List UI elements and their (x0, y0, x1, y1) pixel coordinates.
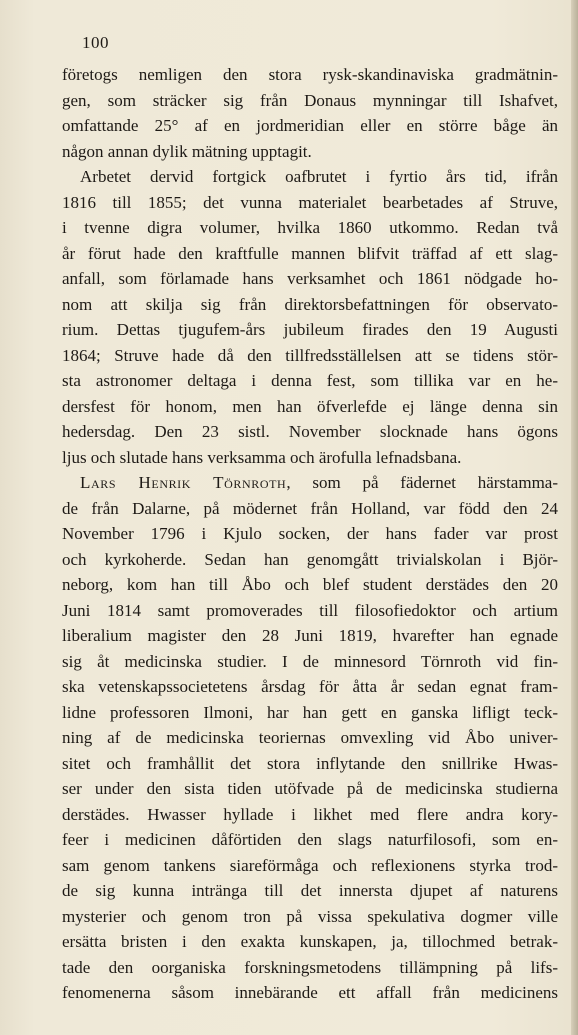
text-line: mysterier och genom tron på vissa spekulativa dogmer ville (62, 906, 558, 926)
text-line: år förut hade den kraftfulle mannen blifvit träffad af ett slag- (62, 243, 558, 263)
text-line: tade den oorganiska forskningsmetodens tillämpning på lifs- (62, 957, 558, 977)
text-line: November 1796 i Kjulo socken, der hans fader var prost (62, 524, 558, 543)
text-line: företogs nemligen den stora rysk-skandinaviska gradmätnin- (62, 65, 558, 84)
text-line: och kyrkoherde. Sedan han genomgått trivialskolan i Björ- (62, 549, 558, 569)
text-line: sam genom tankens siareförmåga och reflexionens styrka trod- (62, 855, 558, 875)
text-line: nom att skilja sig från direktorsbefattningen för observato- (62, 294, 558, 314)
text-line: derstädes. Hwasser hyllade i likhet med flere andra kory- (62, 804, 558, 824)
text-line: feer i medicinen dåförtiden den slags naturfilosofi, som en- (62, 830, 558, 849)
text-line: gen, som sträcker sig från Donaus mynningar till Ishafvet, (62, 90, 558, 110)
text-line: någon annan dylik mätning upptagit. (62, 141, 312, 161)
text-line: sitet och framhållit det stora inflytande den snillrike Hwas- (62, 753, 558, 773)
text-line: sig åt medicinska studier. I de minnesord Törnroth vid fin- (62, 651, 558, 671)
text-line: Arbetet dervid fortgick oafbrutet i fyrtio års tid, ifrån (80, 167, 558, 186)
text-line: dersfest för honom, men han öfverlefde ej länge denna sin (62, 396, 558, 416)
text-line (62, 470, 558, 496)
text-line: lidne professoren Ilmoni, har han gett en ganska lifligt teck- (62, 702, 558, 722)
text-line: anfall, som förlamade hans verksamhet och 1861 nödgade ho- (62, 269, 558, 288)
text-line: fenomenerna såsom innebärande ett affall från medicinens (62, 983, 558, 1002)
text-line: liberalium magister den 28 Juni 1819, hvarefter han egnade (62, 626, 558, 645)
person-name: Lars Henrik Törnroth (80, 473, 287, 492)
text-line: 1864; Struve hade då den tillfredsställelsen att se tidens stör- (62, 345, 558, 365)
text-line: i tvenne digra volumer, hvilka 1860 utkommo. Redan två (62, 218, 558, 237)
body-text (62, 62, 558, 1006)
text-line: ersätta bristen i den exakta kunskapen, ja, tillochmed betrak- (62, 932, 558, 951)
page-number: 100 (82, 33, 109, 52)
text-line: hedersdag. Den 23 sistl. November slocknade hans ögons (62, 422, 558, 441)
text-line: Juni 1814 samt promoverades till filosofiedoktor och artium (62, 600, 558, 620)
text-line: ning af de medicinska teoriernas omvexling vid Åbo univer- (62, 728, 558, 747)
text-line: omfattande 25° af en jordmeridian eller en större båge än (62, 116, 558, 135)
text-line: ljus och slutade hans verksamma och ärofulla lefnadsbana. (62, 447, 462, 467)
text-line: 1816 till 1855; det vunna materialet bearbetades af Struve, (62, 192, 558, 212)
text-line: sta astronomer deltaga i denna fest, som tillika var en he- (62, 371, 558, 390)
text-line: neborg, kom han till Åbo och blef student derstädes den 20 (62, 575, 558, 594)
text-line: ska vetenskapssocietetens årsdag för åtta år sedan egnat fram- (62, 677, 558, 696)
text-line: de sig kunna inträngа till det innersta djupet af naturens (62, 881, 558, 900)
text-line-rest: , som på fädernet härstamma- (286, 473, 558, 492)
text-line: ser under den sista tiden utöfvade på de medicinska studierna (62, 779, 558, 798)
page-edge (571, 0, 578, 1035)
text-line: rium. Dettas tjugufem-års jubileum firades den 19 Augusti (62, 320, 558, 339)
text-line: de från Dalarne, på mödernet från Holland, var född den 24 (62, 498, 558, 518)
